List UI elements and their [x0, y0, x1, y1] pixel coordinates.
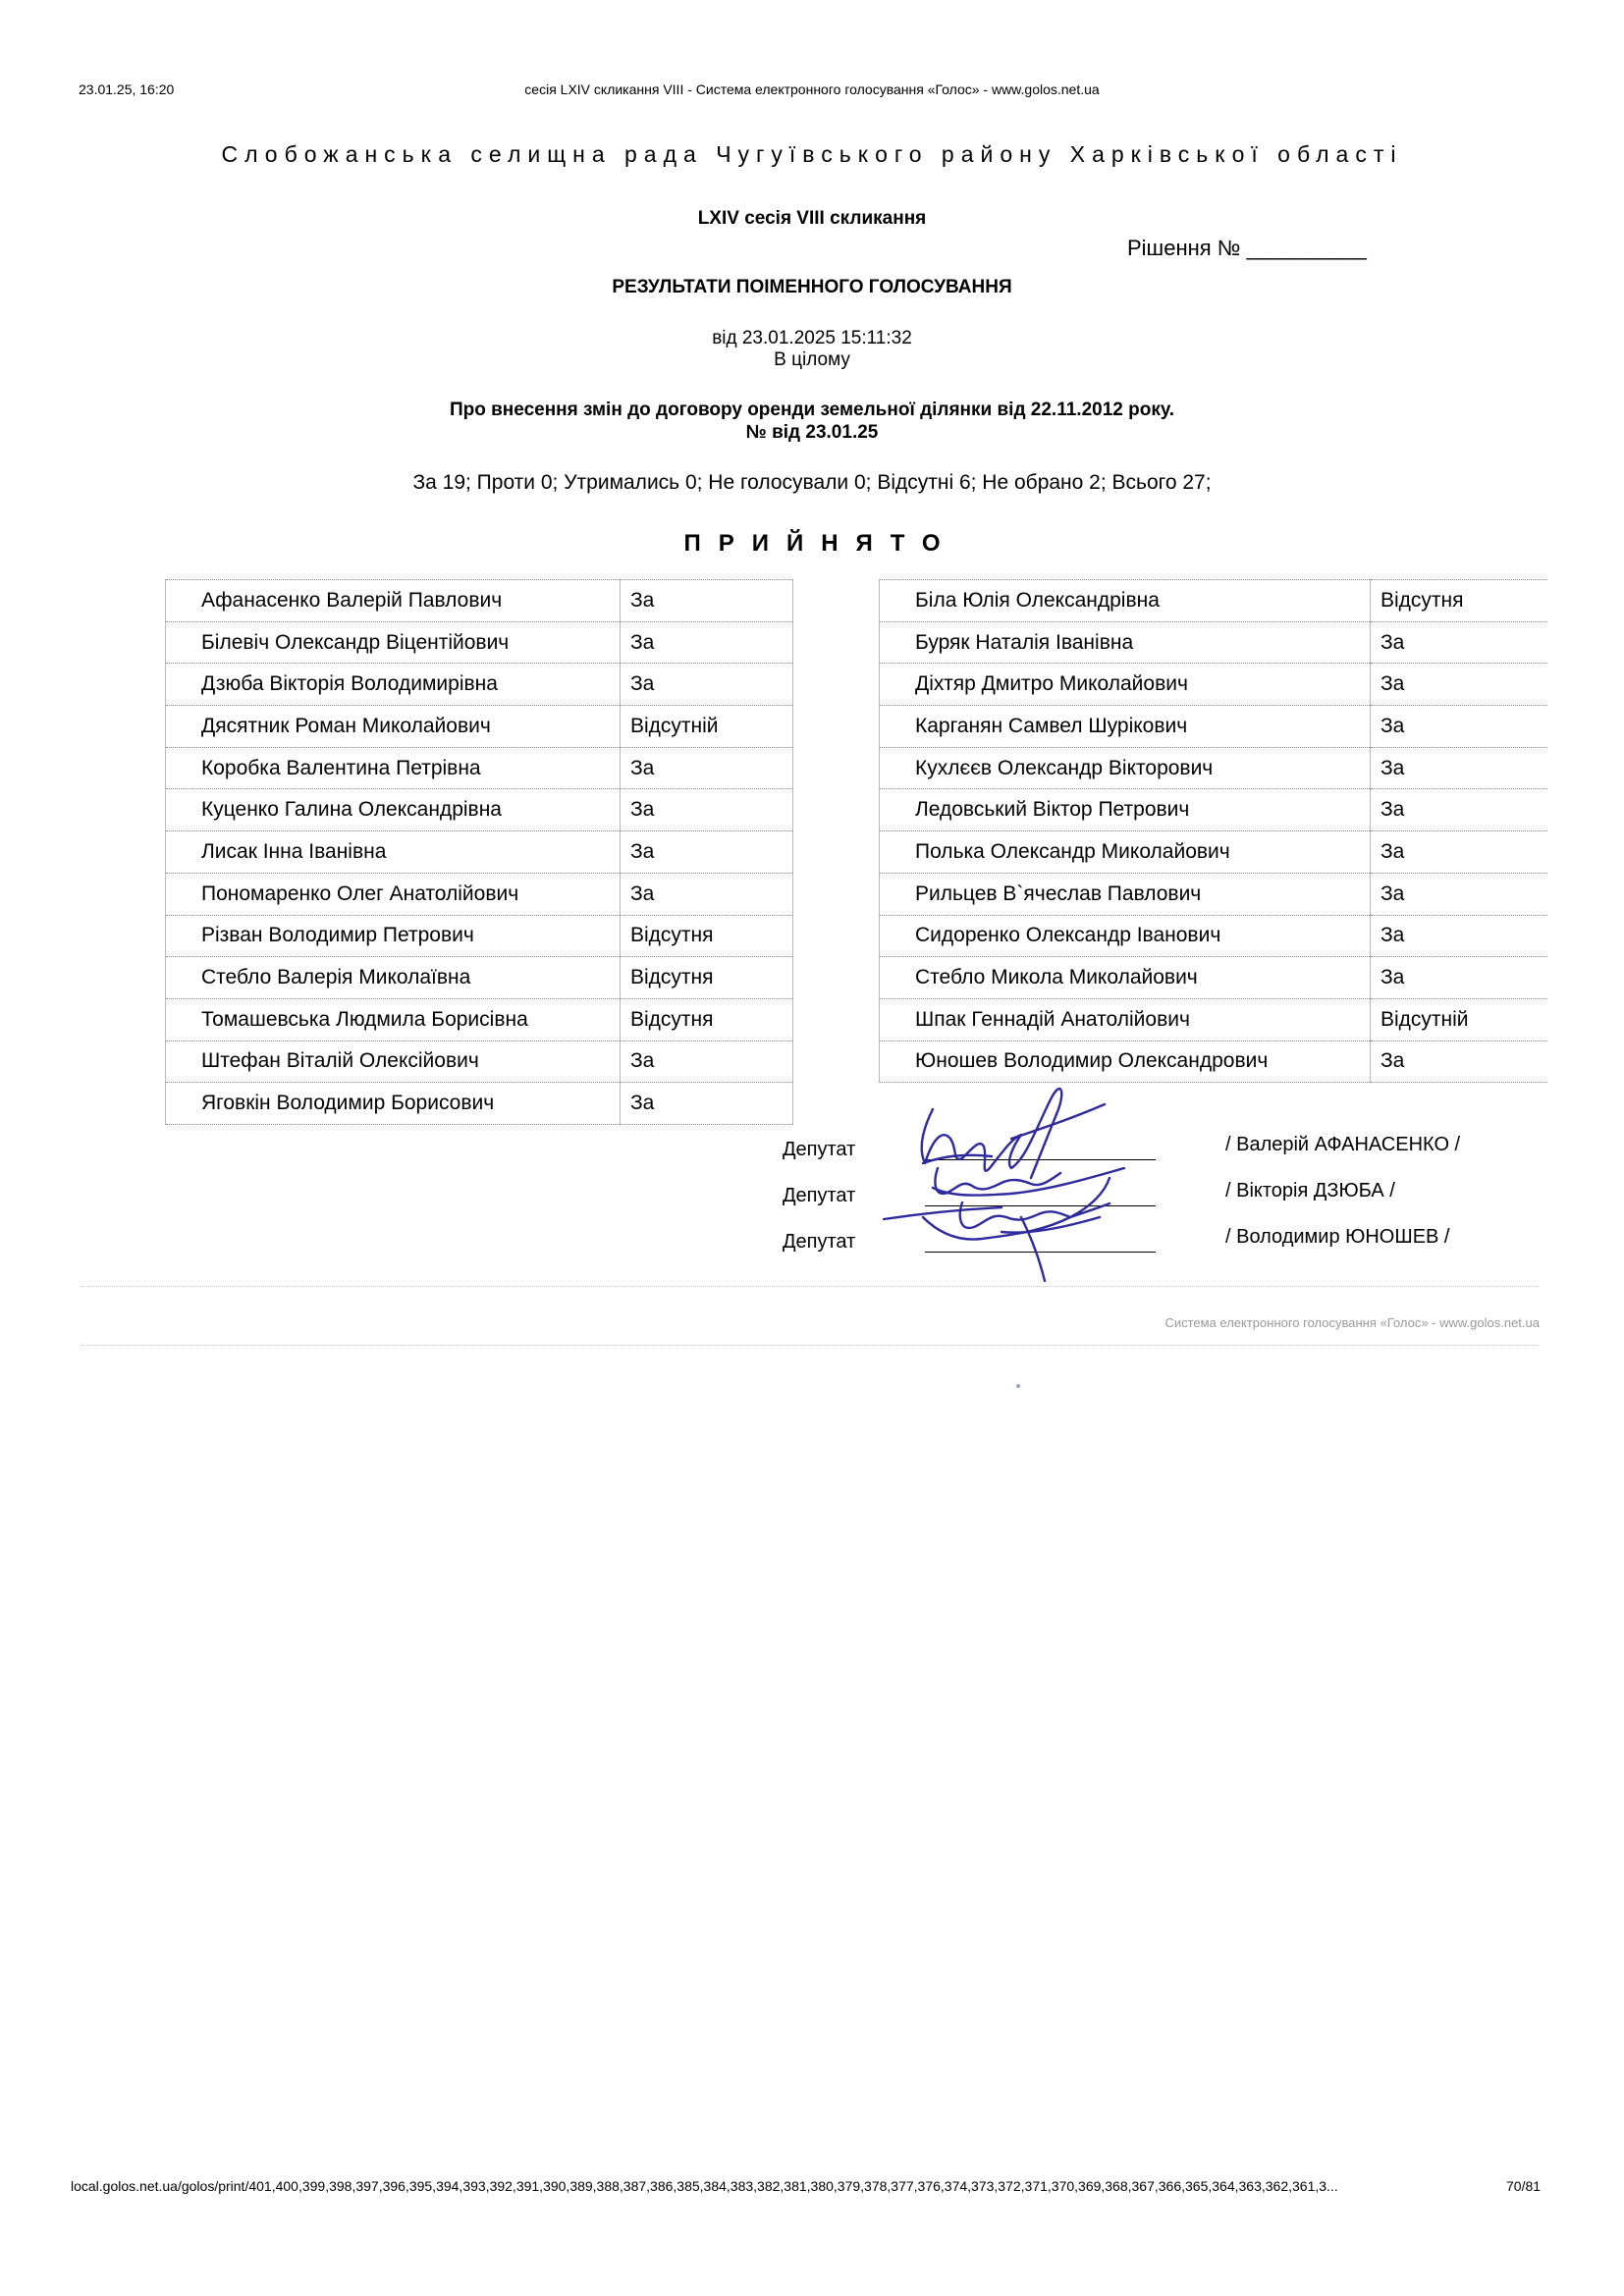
- votes-left-body: [166, 580, 793, 1125]
- deputy-name: Кухлєєв Олександр Вікторович: [880, 747, 1371, 789]
- deputy-vote: Відсутній: [621, 706, 793, 748]
- footer-page-number: 70/81: [1506, 2178, 1542, 2194]
- deputy-vote: За: [621, 1041, 793, 1083]
- signature-name-1: / Валерій АФАНАСЕНКО /: [1225, 1134, 1461, 1155]
- deputy-vote: За: [621, 621, 793, 664]
- subject-number: № від 23.01.25: [745, 422, 879, 443]
- deputy-name: Білевіч Олександр Віцентійович: [166, 621, 621, 664]
- vote-row: [166, 1083, 793, 1125]
- deputy-name: Томашевська Людмила Борисівна: [166, 998, 621, 1041]
- deputy-name: Ледовський Віктор Петрович: [880, 789, 1371, 831]
- vote-datetime-block: [0, 328, 1624, 371]
- deputy-vote: За: [621, 873, 793, 915]
- deputy-vote: За: [1371, 706, 1548, 748]
- votes-right-body: [880, 580, 1548, 1083]
- deputy-name: Куценко Галина Олександрівна: [166, 789, 621, 831]
- vote-row: [880, 915, 1548, 957]
- council-name: Слобожанська селищна рада Чугуївського району Харківської області: [221, 141, 1403, 167]
- deputy-name: Лисак Інна Іванівна: [166, 831, 621, 874]
- footer-print-url[interactable]: local.golos.net.ua/golos/print/401,400,399,398,397,396,395,394,393,392,391,390,389,388,387,386,385,384,383,382,381,380,379,378,377,376,374,373,372,371,370,369,368,367,366,365,364,363,362,361,3...: [71, 2178, 1338, 2194]
- vote-date: від 23.01.2025 15:11:32: [712, 328, 912, 348]
- vote-row: [880, 621, 1548, 664]
- signature-stroke-3: [923, 1155, 1060, 1194]
- deputy-name: Сидоренко Олександр Іванович: [880, 915, 1371, 957]
- vote-row: [880, 706, 1548, 748]
- deputy-vote: За: [621, 747, 793, 789]
- vote-row: [166, 664, 793, 706]
- deputy-name: Дзюба Вікторія Володимирівна: [166, 664, 621, 706]
- vote-row: [166, 831, 793, 874]
- signature-name-3: / Володимир ЮНОШЕВ /: [1225, 1226, 1450, 1248]
- deputy-vote: За: [1371, 831, 1548, 874]
- deputy-name: Стебло Валерія Миколаївна: [166, 957, 621, 999]
- deputy-vote: Відсутня: [621, 957, 793, 999]
- deputy-name: Шпак Геннадій Анатолійович: [880, 998, 1371, 1041]
- votes-table-right: [879, 579, 1547, 1083]
- vote-row: [880, 580, 1548, 622]
- deputy-name: Яговкін Володимир Борисович: [166, 1083, 621, 1125]
- deputy-name: Афанасенко Валерій Павлович: [166, 580, 621, 622]
- deputy-name: Рильцев В`ячеслав Павлович: [880, 873, 1371, 915]
- vote-row: [880, 789, 1548, 831]
- deputy-name: Різван Володимир Петрович: [166, 915, 621, 957]
- deputy-vote: За: [621, 789, 793, 831]
- subject-block: [0, 399, 1624, 444]
- signature-stroke-5: [884, 1178, 1110, 1240]
- vote-row: [880, 747, 1548, 789]
- vote-row: [166, 957, 793, 999]
- vote-row: [880, 873, 1548, 915]
- deputy-name: Штефан Віталій Олексійович: [166, 1041, 621, 1083]
- session-title: LXIV сесія VIII скликання: [697, 208, 927, 229]
- vote-row: [880, 831, 1548, 874]
- deputy-vote: За: [1371, 957, 1548, 999]
- deputy-name: Діхтяр Дмитро Миколайович: [880, 664, 1371, 706]
- vote-row: [166, 1041, 793, 1083]
- scan-speck: [1016, 1384, 1020, 1388]
- deputy-name: Стебло Микола Миколайович: [880, 957, 1371, 999]
- deputy-name: Дясятник Роман Миколайович: [166, 706, 621, 748]
- deputy-vote: За: [1371, 915, 1548, 957]
- deputy-vote: За: [1371, 789, 1548, 831]
- votes-table-left: [165, 579, 793, 1125]
- vote-row: [166, 873, 793, 915]
- vote-row: [166, 915, 793, 957]
- vote-row: [880, 957, 1548, 999]
- deputy-vote: Відсутній: [1371, 998, 1548, 1041]
- deputy-vote: За: [1371, 664, 1548, 706]
- signature-role-3: Депутат: [783, 1231, 856, 1253]
- footer-divider-bottom: [81, 1345, 1539, 1346]
- vote-row: [166, 789, 793, 831]
- deputy-name: Карганян Самвел Шурікович: [880, 706, 1371, 748]
- vote-mode: В цілому: [774, 349, 850, 370]
- vote-row: [166, 580, 793, 622]
- deputy-vote: За: [621, 580, 793, 622]
- deputy-name: Коробка Валентина Петрівна: [166, 747, 621, 789]
- vote-row: [166, 621, 793, 664]
- vote-row: [166, 998, 793, 1041]
- results-title: РЕЗУЛЬТАТИ ПОІМЕННОГО ГОЛОСУВАННЯ: [612, 277, 1012, 297]
- deputy-vote: За: [621, 664, 793, 706]
- vote-row: [166, 747, 793, 789]
- result-status: ПРИЙНЯТО: [683, 530, 958, 557]
- deputy-vote: Відсутня: [621, 998, 793, 1041]
- deputy-vote: За: [1371, 1041, 1548, 1083]
- deputy-vote: Відсутня: [621, 915, 793, 957]
- signature-stroke-1: [922, 1089, 1062, 1178]
- deputy-vote: За: [621, 1083, 793, 1125]
- footer-divider-top: [81, 1286, 1539, 1287]
- handwritten-signatures: [864, 1070, 1198, 1306]
- decision-number: Рішення № __________: [1127, 236, 1367, 260]
- deputy-name: Пономаренко Олег Анатолійович: [166, 873, 621, 915]
- deputy-name: Юношев Володимир Олександрович: [880, 1041, 1371, 1083]
- footer-system-name: Система електронного голосування «Голос» - www.golos.net.ua: [1164, 1315, 1540, 1330]
- deputy-vote: За: [621, 831, 793, 874]
- signature-role-2: Депутат: [783, 1185, 856, 1206]
- deputy-name: Полька Олександр Миколайович: [880, 831, 1371, 874]
- deputy-vote: За: [1371, 873, 1548, 915]
- deputy-vote: За: [1371, 621, 1548, 664]
- print-page-title: сесія LXIV скликання VIII - Система електронного голосування «Голос» - www.golos.net.ua: [524, 81, 1100, 97]
- print-timestamp: 23.01.25, 16:20: [79, 81, 175, 97]
- vote-summary: За 19; Проти 0; Утримались 0; Не голосували 0; Відсутні 6; Не обрано 2; Всього 27;: [412, 471, 1212, 494]
- deputy-name: Буряк Наталія Іванівна: [880, 621, 1371, 664]
- deputy-name: Біла Юлія Олександрівна: [880, 580, 1371, 622]
- subject-title: Про внесення змін до договору оренди земельної ділянки від 22.11.2012 року.: [449, 400, 1175, 420]
- vote-row: [166, 706, 793, 748]
- vote-row: [880, 664, 1548, 706]
- signature-name-2: / Вікторія ДЗЮБА /: [1225, 1180, 1395, 1201]
- signature-stroke-6: [1001, 1217, 1100, 1281]
- deputy-vote: Відсутня: [1371, 580, 1548, 622]
- vote-row: [880, 998, 1548, 1041]
- deputy-vote: За: [1371, 747, 1548, 789]
- signature-role-1: Депутат: [783, 1139, 856, 1160]
